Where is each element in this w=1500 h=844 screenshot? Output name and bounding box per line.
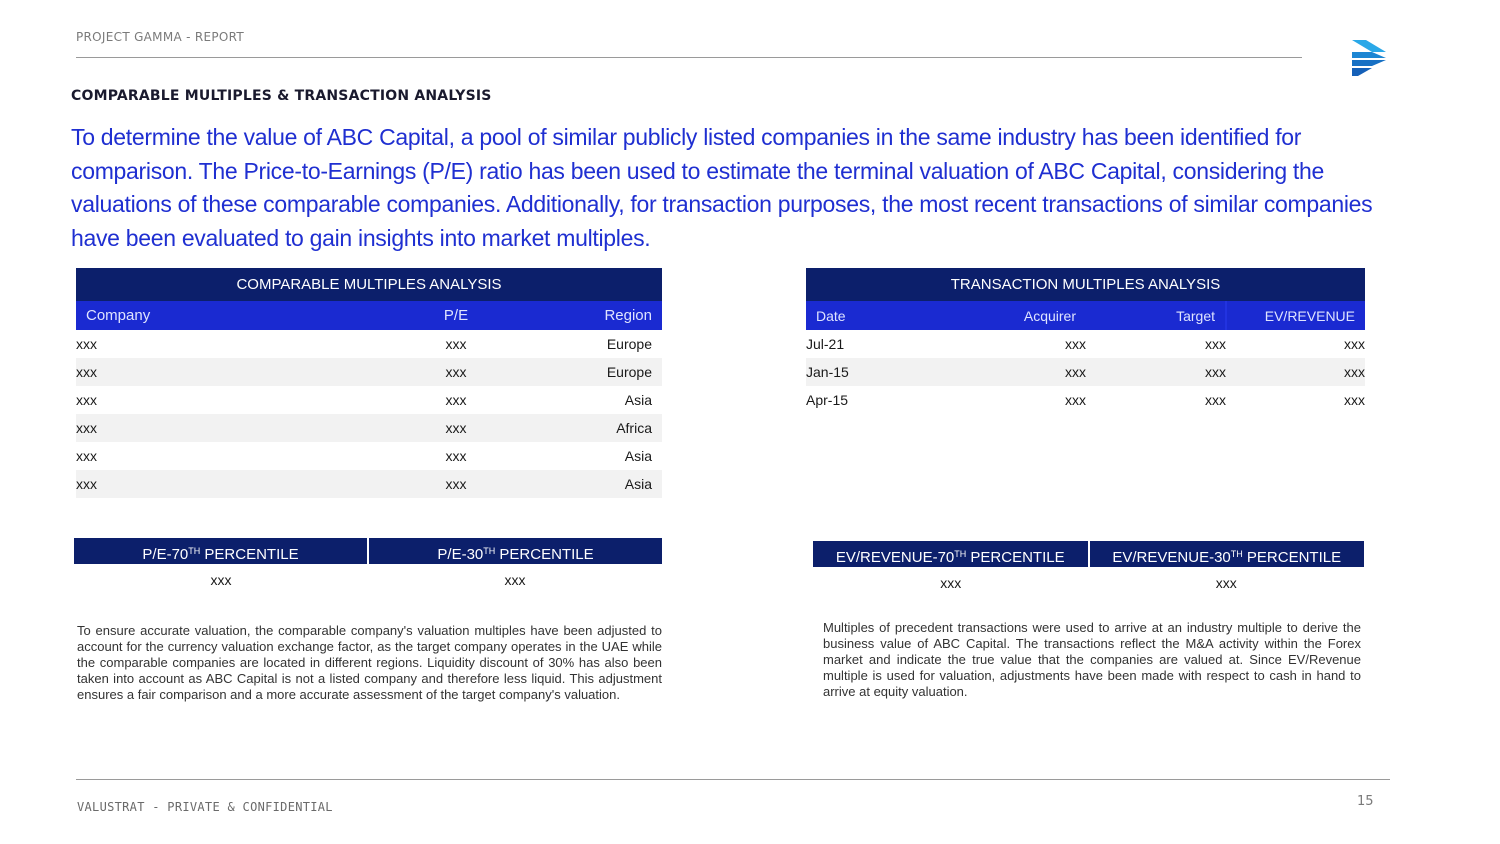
percentile-label: PERCENTILE [1242, 549, 1342, 566]
column-header-pe: P/E [406, 301, 506, 330]
pe-percentile-table [74, 538, 662, 594]
pe-cell: xxx [406, 358, 506, 386]
company-logo-icon [1350, 38, 1388, 78]
company-cell: xxx [76, 448, 97, 464]
table-row [806, 386, 1365, 414]
comparable-table-title: COMPARABLE MULTIPLES ANALYSIS [76, 268, 662, 301]
column-header-company: Company [76, 301, 406, 330]
date-cell: Apr-15 [806, 392, 849, 408]
region-cell: Asia [624, 448, 652, 464]
ev-70-prefix: EV/REVENUE-70 [835, 549, 955, 566]
footer-confidential-label: VALUSTRAT - PRIVATE & CONFIDENTIAL [77, 800, 333, 814]
table-row [76, 358, 662, 386]
footer-divider [76, 779, 1390, 780]
column-header-target: Target [1086, 301, 1226, 330]
ev-70th-percentile-header [813, 541, 1088, 567]
region-cell: Asia [506, 470, 662, 498]
table-row [76, 386, 662, 414]
column-header-date: Date [806, 301, 986, 330]
table-row [76, 470, 662, 498]
company-cell: xxx [76, 470, 406, 498]
ordinal-suffix: TH [1230, 549, 1243, 559]
page-number: 15 [1357, 794, 1374, 809]
ev-revenue-cell: xxx [1344, 336, 1365, 352]
pe-30th-percentile-value: xxx [504, 572, 526, 588]
pe-cell: xxx [406, 470, 506, 498]
header-divider [76, 57, 1302, 58]
column-header-region: Region [506, 301, 662, 330]
acquirer-cell: xxx [986, 358, 1086, 386]
ordinal-suffix: TH [188, 546, 201, 556]
transaction-table-title: TRANSACTION MULTIPLES ANALYSIS [806, 268, 1365, 301]
column-header-ev-revenue: EV/REVENUE [1226, 301, 1365, 330]
pe-70th-percentile-header [74, 538, 367, 564]
ordinal-suffix: TH [483, 546, 496, 556]
target-cell: xxx [1086, 358, 1226, 386]
pe-cell: xxx [406, 414, 506, 442]
region-cell: Asia [624, 392, 652, 408]
pe-70-prefix: P/E-70 [142, 546, 189, 563]
comparable-multiples-table [76, 268, 662, 498]
intro-paragraph: To determine the value of ABC Capital, a pool of similar publicly listed companies in the same industry has been identified for comparison. The Price-to-Earnings (P/E) ratio has been used to estimate the terminal valuation of ABC Capital, considering the valuations of these comparable companies. Additionally, for transaction purposes, the most recent transactions of similar companies have been evaluated to gain insights into market multiples. [71, 124, 1373, 251]
percentile-label: PERCENTILE [200, 546, 299, 563]
pe-70th-percentile-value: xxx [210, 572, 232, 588]
ev-30th-percentile-value: xxx [1215, 575, 1237, 591]
region-cell: Europe [506, 358, 662, 386]
section-title: COMPARABLE MULTIPLES & TRANSACTION ANALYSIS [71, 88, 492, 104]
company-cell: xxx [76, 414, 406, 442]
date-cell: Jul-21 [806, 336, 845, 352]
date-cell: Jan-15 [806, 358, 986, 386]
percentile-label: PERCENTILE [495, 546, 594, 563]
pe-cell: xxx [445, 336, 467, 352]
ev-30th-percentile-header [1090, 541, 1365, 567]
precedent-transactions-paragraph: Multiples of precedent transactions were used to arrive at an industry multiple to derive the business value of ABC Capital. The transactions reflect the M&A activity within the Forex market and indicate the true value that the companies are valued at. Since EV/Revenue multiple is used for valuation, adjustments have been made with respect to cash in hand to arrive at equity valuation. [823, 620, 1361, 699]
ev-revenue-cell: xxx [1344, 392, 1365, 408]
table-row [806, 330, 1365, 358]
report-header-label: PROJECT GAMMA - REPORT [76, 30, 245, 44]
ev-70th-percentile-value: xxx [940, 575, 962, 591]
pe-30-prefix: P/E-30 [437, 546, 484, 563]
target-cell: xxx [1205, 392, 1226, 408]
table-row [806, 358, 1365, 386]
table-row [76, 330, 662, 358]
valuation-adjustment-paragraph: To ensure accurate valuation, the comparable company's valuation multiples have been adjusted to account for the currency valuation exchange factor, as the target company operates in the UAE while the comparable companies are located in different regions. Liquidity discount of 30% has also been taken into account as ABC Capital is not a listed company and therefore less liquid. This adjustment ensures a fair comparison and a more accurate assessment of the target company's valuation. [77, 623, 662, 702]
ev-percentile-table [813, 541, 1364, 597]
transaction-multiples-table [806, 268, 1365, 414]
region-cell: Africa [506, 414, 662, 442]
ev-revenue-cell: xxx [1226, 358, 1365, 386]
acquirer-cell: xxx [1065, 336, 1086, 352]
region-cell: Europe [606, 336, 652, 352]
target-cell: xxx [1205, 336, 1226, 352]
acquirer-cell: xxx [1065, 392, 1086, 408]
company-cell: xxx [76, 336, 97, 352]
pe-cell: xxx [445, 448, 467, 464]
pe-cell: xxx [445, 392, 467, 408]
company-cell: xxx [76, 392, 97, 408]
table-row [76, 442, 662, 470]
percentile-label: PERCENTILE [966, 549, 1065, 566]
pe-30th-percentile-header [369, 538, 662, 564]
company-cell: xxx [76, 358, 406, 386]
ordinal-suffix: TH [954, 549, 967, 559]
ev-30-prefix: EV/REVENUE-30 [1112, 549, 1231, 566]
table-row [76, 414, 662, 442]
column-header-acquirer: Acquirer [986, 301, 1086, 330]
